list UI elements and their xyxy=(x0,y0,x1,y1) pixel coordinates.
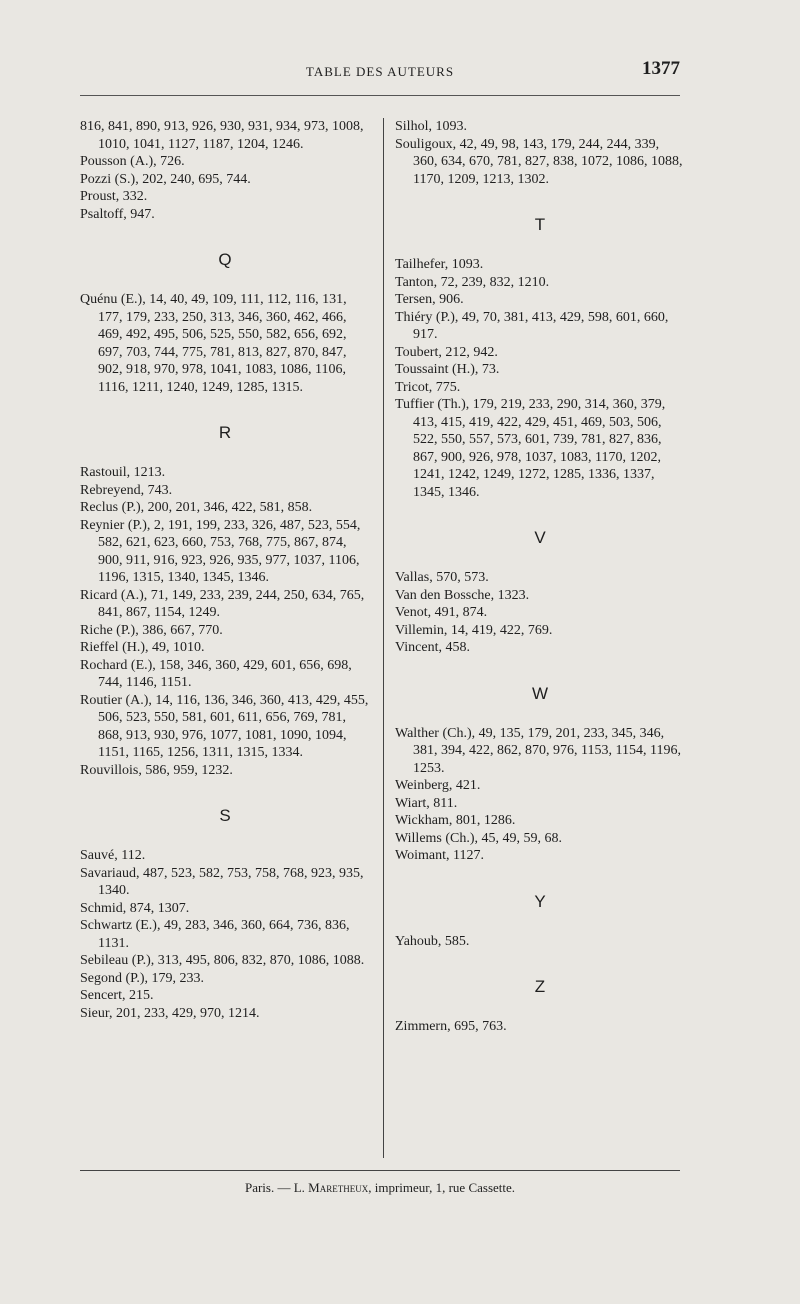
section-gap xyxy=(395,501,685,525)
section-gap xyxy=(80,273,370,291)
section-letter: Y xyxy=(534,891,546,911)
index-entry: Tailhefer, 1093. xyxy=(395,257,484,272)
index-entry: Weinberg, 421. xyxy=(395,778,481,793)
index-entry: Wiart, 811. xyxy=(395,795,458,811)
section-gap xyxy=(80,446,370,464)
index-entry: Wickham, 801, 1286. xyxy=(395,813,516,828)
section-gap xyxy=(395,865,685,889)
index-entry: Reynier (P.), 2, 191, 199, 233, 326, 487, 523, 554, 582, 621, 623, 660, 753, 768, 775, 867, 874, 900, 911, 916, 923, 926, 935, 977, 1037, 1106, 1196, 1315, 1340, 1345, 1346. xyxy=(80,517,361,585)
column-divider xyxy=(383,118,384,1158)
imprint-address: imprimeur, 1, rue Cassette. xyxy=(374,1180,516,1195)
index-entry: Schwartz (E.), 49, 283, 346, 360, 664, 736, 836, 1131. xyxy=(80,918,350,951)
section-gap xyxy=(395,188,685,212)
index-entry: Yahoub, 585. xyxy=(395,933,470,949)
index-entry: Willems (Ch.), 45, 49, 59, 68. xyxy=(395,830,563,846)
index-entry: Pousson (A.), 726. xyxy=(80,154,185,169)
section-gap xyxy=(395,238,685,256)
index-entry: Routier (A.), 14, 116, 136, 346, 360, 413, 429, 455, 506, 523, 550, 581, 601, 611, 656, 769, 781, 868, 913, 930, 976, 1077, 1081, 1090, 1094, 1151, 1165, 1256, 1311, 1315, 1334. xyxy=(80,692,369,760)
index-entry: Venot, 491, 874. xyxy=(395,605,488,620)
index-entry: Rebreyend, 743. xyxy=(80,482,173,498)
section-gap xyxy=(395,707,685,725)
index-entry: Rouvillois, 586, 959, 1232. xyxy=(80,762,233,778)
index-entry: Vincent, 458. xyxy=(395,640,470,655)
section-gap xyxy=(80,829,370,847)
page-number: 1377 xyxy=(642,58,680,79)
index-entry: Vallas, 570, 573. xyxy=(395,570,489,585)
header-rule xyxy=(80,95,680,96)
index-entry: Rastouil, 1213. xyxy=(80,465,166,480)
index-entry: Rieffel (H.), 49, 1010. xyxy=(80,640,205,655)
section-letter: S xyxy=(219,806,231,825)
index-entry: Reclus (P.), 200, 201, 346, 422, 581, 858. xyxy=(80,500,313,515)
section-letter: Q xyxy=(218,250,232,269)
index-entry: Walther (Ch.), 49, 135, 179, 201, 233, 345, 346, 381, 394, 422, 862, 870, 976, 1153, 1154, 1196, 1253. xyxy=(395,725,681,776)
index-entry: Sebileau (P.), 313, 495, 806, 832, 870, 1086, 1088. xyxy=(80,953,365,968)
imprint-initial: L. xyxy=(293,1180,305,1195)
imprint-dash: — xyxy=(277,1180,291,1195)
index-entry: Silhol, 1093. xyxy=(395,119,467,134)
index-entry: Tersen, 906. xyxy=(395,292,464,307)
section-letter: R xyxy=(218,423,232,442)
index-entry: Pozzi (S.), 202, 240, 695, 744. xyxy=(80,171,251,187)
section-letter: T xyxy=(534,215,546,234)
index-entry: Ricard (A.), 71, 149, 233, 239, 244, 250, 634, 765, 841, 867, 1154, 1249. xyxy=(80,587,365,620)
running-title: TABLE DES AUTEURS xyxy=(305,64,455,79)
index-entry: Souligoux, 42, 49, 98, 143, 179, 244, 244, 339, 360, 634, 670, 781, 827, 838, 1072, 1086, 1088, 1170, 1209, 1213, 1302. xyxy=(395,136,683,187)
page-header xyxy=(80,58,680,88)
section-letter: V xyxy=(534,528,546,547)
index-entry: Toussaint (H.), 73. xyxy=(395,362,500,377)
index-entry: Proust, 332. xyxy=(80,189,148,204)
section-letter: W xyxy=(531,683,549,703)
index-entry: Rochard (E.), 158, 346, 360, 429, 601, 656, 698, 744, 1146, 1151. xyxy=(80,657,352,690)
index-entry: Van den Bossche, 1323. xyxy=(395,587,530,603)
index-entry: 816, 841, 890, 913, 926, 930, 931, 934, 973, 1008, 1010, 1041, 1127, 1187, 1204, 1246. xyxy=(80,119,364,152)
section-gap xyxy=(80,396,370,420)
section-gap xyxy=(395,915,685,933)
footer-rule xyxy=(80,1170,680,1171)
section-gap xyxy=(80,779,370,803)
section-gap xyxy=(395,551,685,569)
index-entry: Quénu (E.), 14, 40, 49, 109, 111, 112, 116, 131, 177, 179, 233, 250, 313, 346, 360, 462, 466, 469, 492, 495, 506, 525, 550, 582, 656, 692, 697, 703, 744, 775, 781, 813, 827, 870, 847, 902, 918, 970, 978, 1041, 1083, 1086, 1106, 1116, 1211, 1240, 1249, 1285, 1315. xyxy=(80,292,347,395)
index-entry: Sencert, 215. xyxy=(80,988,154,1003)
index-entry: Toubert, 212, 942. xyxy=(395,344,498,360)
index-entry: Woimant, 1127. xyxy=(395,848,484,863)
printer-imprint xyxy=(80,1180,680,1196)
index-entry: Zimmern, 695, 763. xyxy=(395,1019,507,1034)
index-entry: Sauvé, 112. xyxy=(80,848,146,863)
imprint-printer: Maretheux, xyxy=(308,1180,372,1195)
index-entry: Segond (P.), 179, 233. xyxy=(80,970,205,986)
index-entry: Thiéry (P.), 49, 70, 381, 413, 429, 598, 601, 660, 917. xyxy=(395,309,669,342)
section-gap xyxy=(395,657,685,681)
index-entry: Tuffier (Th.), 179, 219, 233, 290, 314, 360, 379, 413, 415, 419, 422, 429, 451, 469, 503, 506, 522, 550, 557, 573, 601, 739, 781, 827, 836, 867, 900, 926, 978, 1037, 1083, 1170, 1202, 1241, 1242, 1249, 1272, 1285, 1336, 1337, 1345, 1346. xyxy=(395,397,666,500)
index-entry: Sieur, 201, 233, 429, 970, 1214. xyxy=(80,1005,260,1021)
index-entry: Savariaud, 487, 523, 582, 753, 758, 768, 923, 935, 1340. xyxy=(80,865,364,898)
imprint-city: Paris. xyxy=(244,1180,275,1195)
index-entry: Psaltoff, 947. xyxy=(80,206,155,222)
left-column xyxy=(80,118,370,1022)
section-gap xyxy=(395,1000,685,1018)
section-gap xyxy=(80,223,370,247)
index-entry: Riche (P.), 386, 667, 770. xyxy=(80,622,223,638)
right-column xyxy=(395,118,685,1036)
index-entry: Tricot, 775. xyxy=(395,379,461,395)
index-entry: Schmid, 874, 1307. xyxy=(80,900,190,916)
section-letter: Z xyxy=(534,977,546,996)
index-entry: Villemin, 14, 419, 422, 769. xyxy=(395,622,553,638)
index-entry: Tanton, 72, 239, 832, 1210. xyxy=(395,274,550,290)
section-gap xyxy=(395,950,685,974)
